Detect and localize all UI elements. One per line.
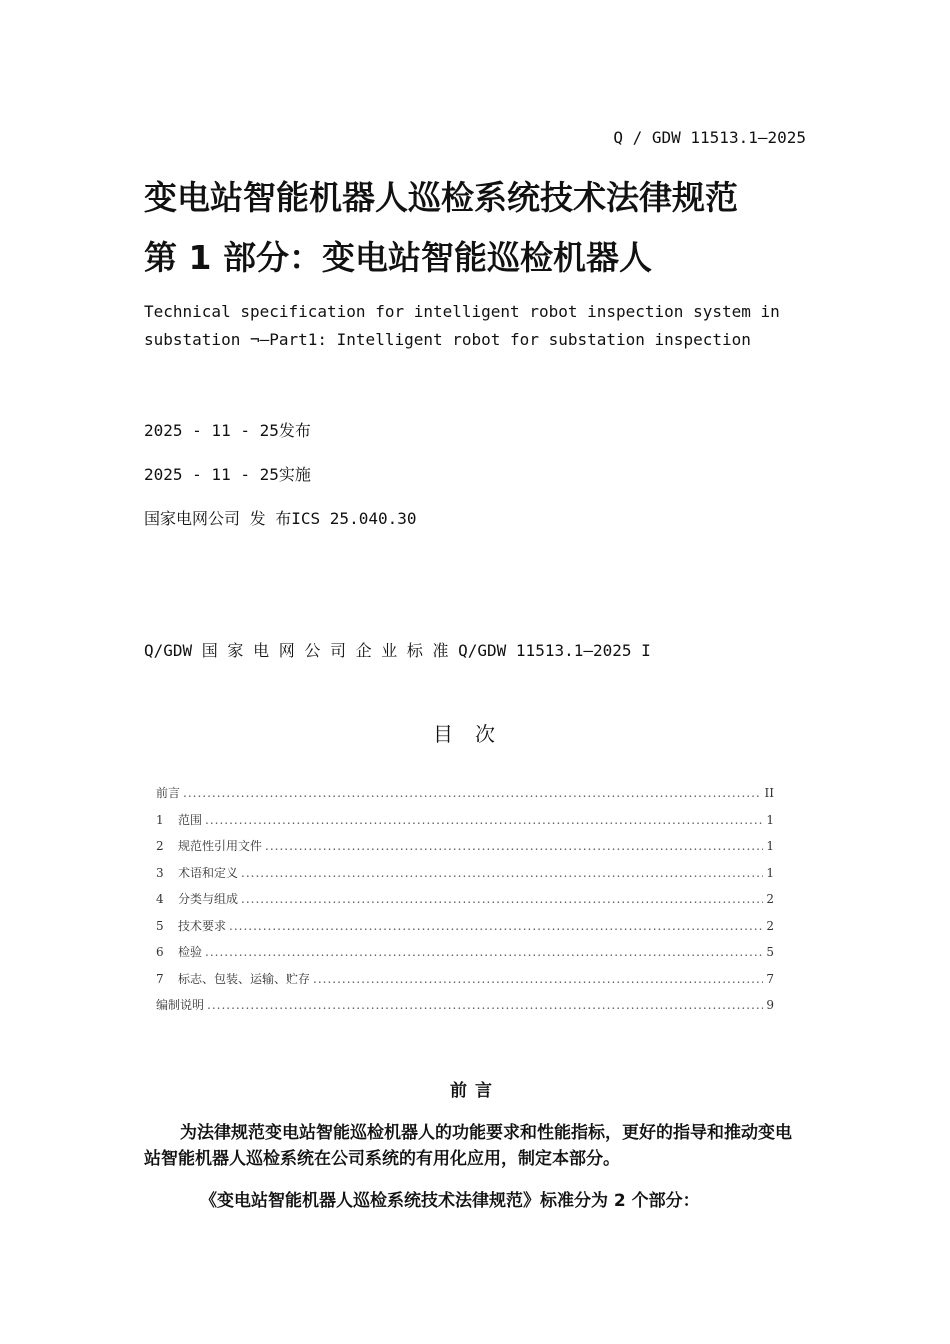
issuer-line: 国家电网公司 发 布ICS 25.040.30 bbox=[144, 509, 417, 528]
toc-entry[interactable] bbox=[156, 784, 774, 811]
toc-entry-label: 规范性引用文件 bbox=[178, 839, 263, 853]
toc-entry[interactable] bbox=[156, 917, 774, 944]
toc-entry-label: 术语和定义 bbox=[178, 865, 239, 880]
english-title-line-1: Technical specification for intelligent robot inspection system in bbox=[144, 302, 780, 321]
toc-entry[interactable] bbox=[156, 970, 774, 997]
toc-entry-number: 1 bbox=[156, 812, 164, 827]
toc-entry-page: II bbox=[764, 786, 774, 800]
table-of-contents bbox=[156, 784, 774, 1023]
toc-entry-number: 4 bbox=[156, 892, 164, 906]
toc-entry-number: 2 bbox=[156, 839, 164, 853]
toc-entry-page: 1 bbox=[766, 812, 774, 827]
document-title-line-1: 变电站智能机器人巡检系统技术法律规范 bbox=[144, 178, 738, 217]
toc-entry-page: 7 bbox=[766, 971, 774, 986]
toc-dot-leader bbox=[229, 919, 763, 933]
toc-dot-leader bbox=[205, 945, 763, 959]
toc-dot-leader bbox=[241, 892, 763, 906]
toc-dot-leader bbox=[265, 839, 763, 853]
toc-dot-leader bbox=[207, 998, 763, 1012]
implement-date: 2025 - 11 - 25实施 bbox=[144, 465, 311, 484]
toc-entry[interactable] bbox=[156, 811, 774, 838]
toc-entry-label: 标志、包装、运输、贮存 bbox=[178, 971, 311, 986]
toc-entry[interactable] bbox=[156, 943, 774, 970]
english-title-line-2: substation ¬—Part1: Intelligent robot for substation inspection bbox=[144, 330, 751, 349]
toc-entry-number: 7 bbox=[156, 971, 164, 986]
document-code: Q / GDW 11513.1—2025 bbox=[613, 128, 806, 147]
toc-entry-label: 技术要求 bbox=[178, 918, 227, 933]
foreword-title: 前言 bbox=[450, 1081, 500, 1101]
toc-dot-leader bbox=[205, 813, 763, 827]
standard-header-line: Q/GDW 国 家 电 网 公 司 企 业 标 准 Q/GDW 11513.1—2025 I bbox=[144, 641, 651, 660]
toc-entry-page: 9 bbox=[766, 998, 774, 1012]
toc-entry-page: 2 bbox=[766, 918, 774, 933]
toc-entry-label: 检验 bbox=[178, 945, 203, 959]
toc-entry-page: 1 bbox=[766, 865, 774, 880]
document-title-line-2: 第 1 部分：变电站智能巡检机器人 bbox=[144, 238, 652, 277]
toc-entry-label: 编制说明 bbox=[156, 998, 205, 1012]
toc-entry-number: 5 bbox=[156, 918, 164, 933]
toc-entry-page: 1 bbox=[766, 839, 774, 853]
toc-dot-leader bbox=[313, 972, 763, 986]
toc-entry-page: 2 bbox=[766, 892, 774, 906]
toc-entry-label: 范围 bbox=[178, 812, 203, 827]
toc-entry-label: 分类与组成 bbox=[178, 892, 239, 906]
toc-entry[interactable] bbox=[156, 837, 774, 864]
toc-dot-leader bbox=[241, 866, 763, 880]
toc-title: 目次 bbox=[433, 722, 517, 746]
toc-entry-number: 3 bbox=[156, 865, 164, 880]
foreword-paragraph-1: 为法律规范变电站智能巡检机器人的功能要求和性能指标，更好的指导和推动变电站智能机器人巡检系统在公司系统的有用化应用，制定本部分。 bbox=[144, 1123, 792, 1169]
toc-entry-number: 6 bbox=[156, 945, 164, 959]
toc-entry[interactable] bbox=[156, 864, 774, 891]
foreword-paragraph-2: 《变电站智能机器人巡检系统技术法律规范》标准分为 2 个部分： bbox=[200, 1191, 700, 1211]
publish-date: 2025 - 11 - 25发布 bbox=[144, 421, 311, 440]
toc-entry-page: 5 bbox=[766, 945, 774, 959]
toc-entry[interactable] bbox=[156, 996, 774, 1023]
toc-entry[interactable] bbox=[156, 890, 774, 917]
toc-entry-label: 前言 bbox=[156, 786, 181, 800]
toc-dot-leader bbox=[183, 786, 762, 800]
